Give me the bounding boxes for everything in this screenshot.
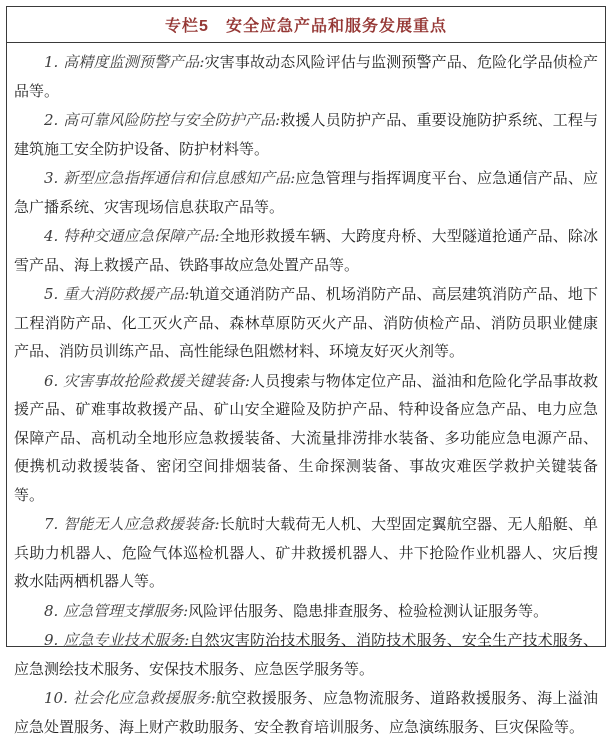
panel-title-row	[7, 7, 605, 43]
page-title: 专栏5 安全应急产品和服务发展重点	[165, 18, 447, 35]
list-item	[14, 367, 598, 511]
item-text: 人员搜索与物体定位产品、溢油和危险化学品事故救援产品、矿难事故救援产品、矿山安全避险及防护产品、特种设备应急产品、电力应急保障产品、高机动全地形应急救援装备、大流量排涝排水装备、多功能应急电源产品、便携机动救援装备、密闭空间排烟装备、生命探测装备、事故灾难医学救护关键装备等。	[14, 372, 598, 504]
list-item	[14, 106, 598, 164]
item-lead: 5. 重大消防救援产品:	[44, 285, 190, 303]
highlight-box	[6, 6, 606, 736]
item-text: 轨道交通消防产品、机场消防产品、高层建筑消防产品、地下工程消防产品、化工灭火产品、森林草原防灭火产品、消防侦检产品、消防员职业健康产品、消防员训练产品、高性能绿色阻燃材料、环境友好灭火剂等。	[14, 286, 598, 360]
item-lead: 10. 社会化应急救援服务:	[44, 689, 216, 707]
item-text: 航空救援服务、应急物流服务、道路救援服务、海上溢油应急处置服务、海上财产救助服务、安全教育培训服务、应急演练服务、巨灾保险等。	[14, 690, 598, 736]
item-text: 救援人员防护产品、重要设施防护系统、工程与建筑施工安全防护设备、防护材料等。	[14, 112, 598, 158]
list-item	[14, 164, 598, 222]
item-lead: 6. 灾害事故抢险救援关键装备:	[44, 371, 250, 390]
item-lead: 4. 特种交通应急保障产品:	[44, 227, 220, 245]
list-item	[14, 684, 598, 742]
item-lead: 7. 智能无人应急救援装备:	[44, 515, 220, 533]
list-item	[14, 280, 598, 367]
item-text: 全地形救援车辆、大跨度舟桥、大型隧道抢通产品、除冰雪产品、海上救援产品、铁路事故应急处置产品等。	[14, 228, 598, 274]
list-item	[14, 222, 598, 280]
panel-content	[7, 43, 605, 742]
item-lead: 3. 新型应急指挥通信和信息感知产品:	[44, 169, 296, 187]
list-item	[14, 510, 598, 597]
list-item	[14, 626, 598, 684]
item-text: 风险评估服务、隐患排查服务、检验检测认证服务等。	[188, 602, 549, 620]
list-item	[14, 597, 598, 627]
item-lead: 1. 高精度监测预警产品:	[44, 53, 205, 71]
item-lead: 9. 应急专业技术服务:	[44, 631, 190, 649]
item-lead: 2. 高可靠风险防控与安全防护产品:	[44, 111, 281, 129]
item-text: 灾害事故动态风险评估与监测预警产品、危险化学品侦检产品等。	[14, 54, 598, 100]
list-item	[14, 48, 598, 106]
item-text: 长航时大载荷无人机、大型固定翼航空器、无人船艇、单兵助力机器人、危险气体巡检机器人、矿井救援机器人、井下抢险作业机器人、灾后搜救水陆两栖机器人等。	[14, 516, 598, 590]
item-text: 自然灾害防治技术服务、消防技术服务、安全生产技术服务、应急测绘技术服务、安保技术服务、应急医学服务等。	[14, 632, 598, 678]
item-text: 应急管理与指挥调度平台、应急通信产品、应急广播系统、灾害现场信息获取产品等。	[14, 170, 598, 216]
item-lead: 8. 应急管理支撑服务:	[44, 601, 189, 620]
